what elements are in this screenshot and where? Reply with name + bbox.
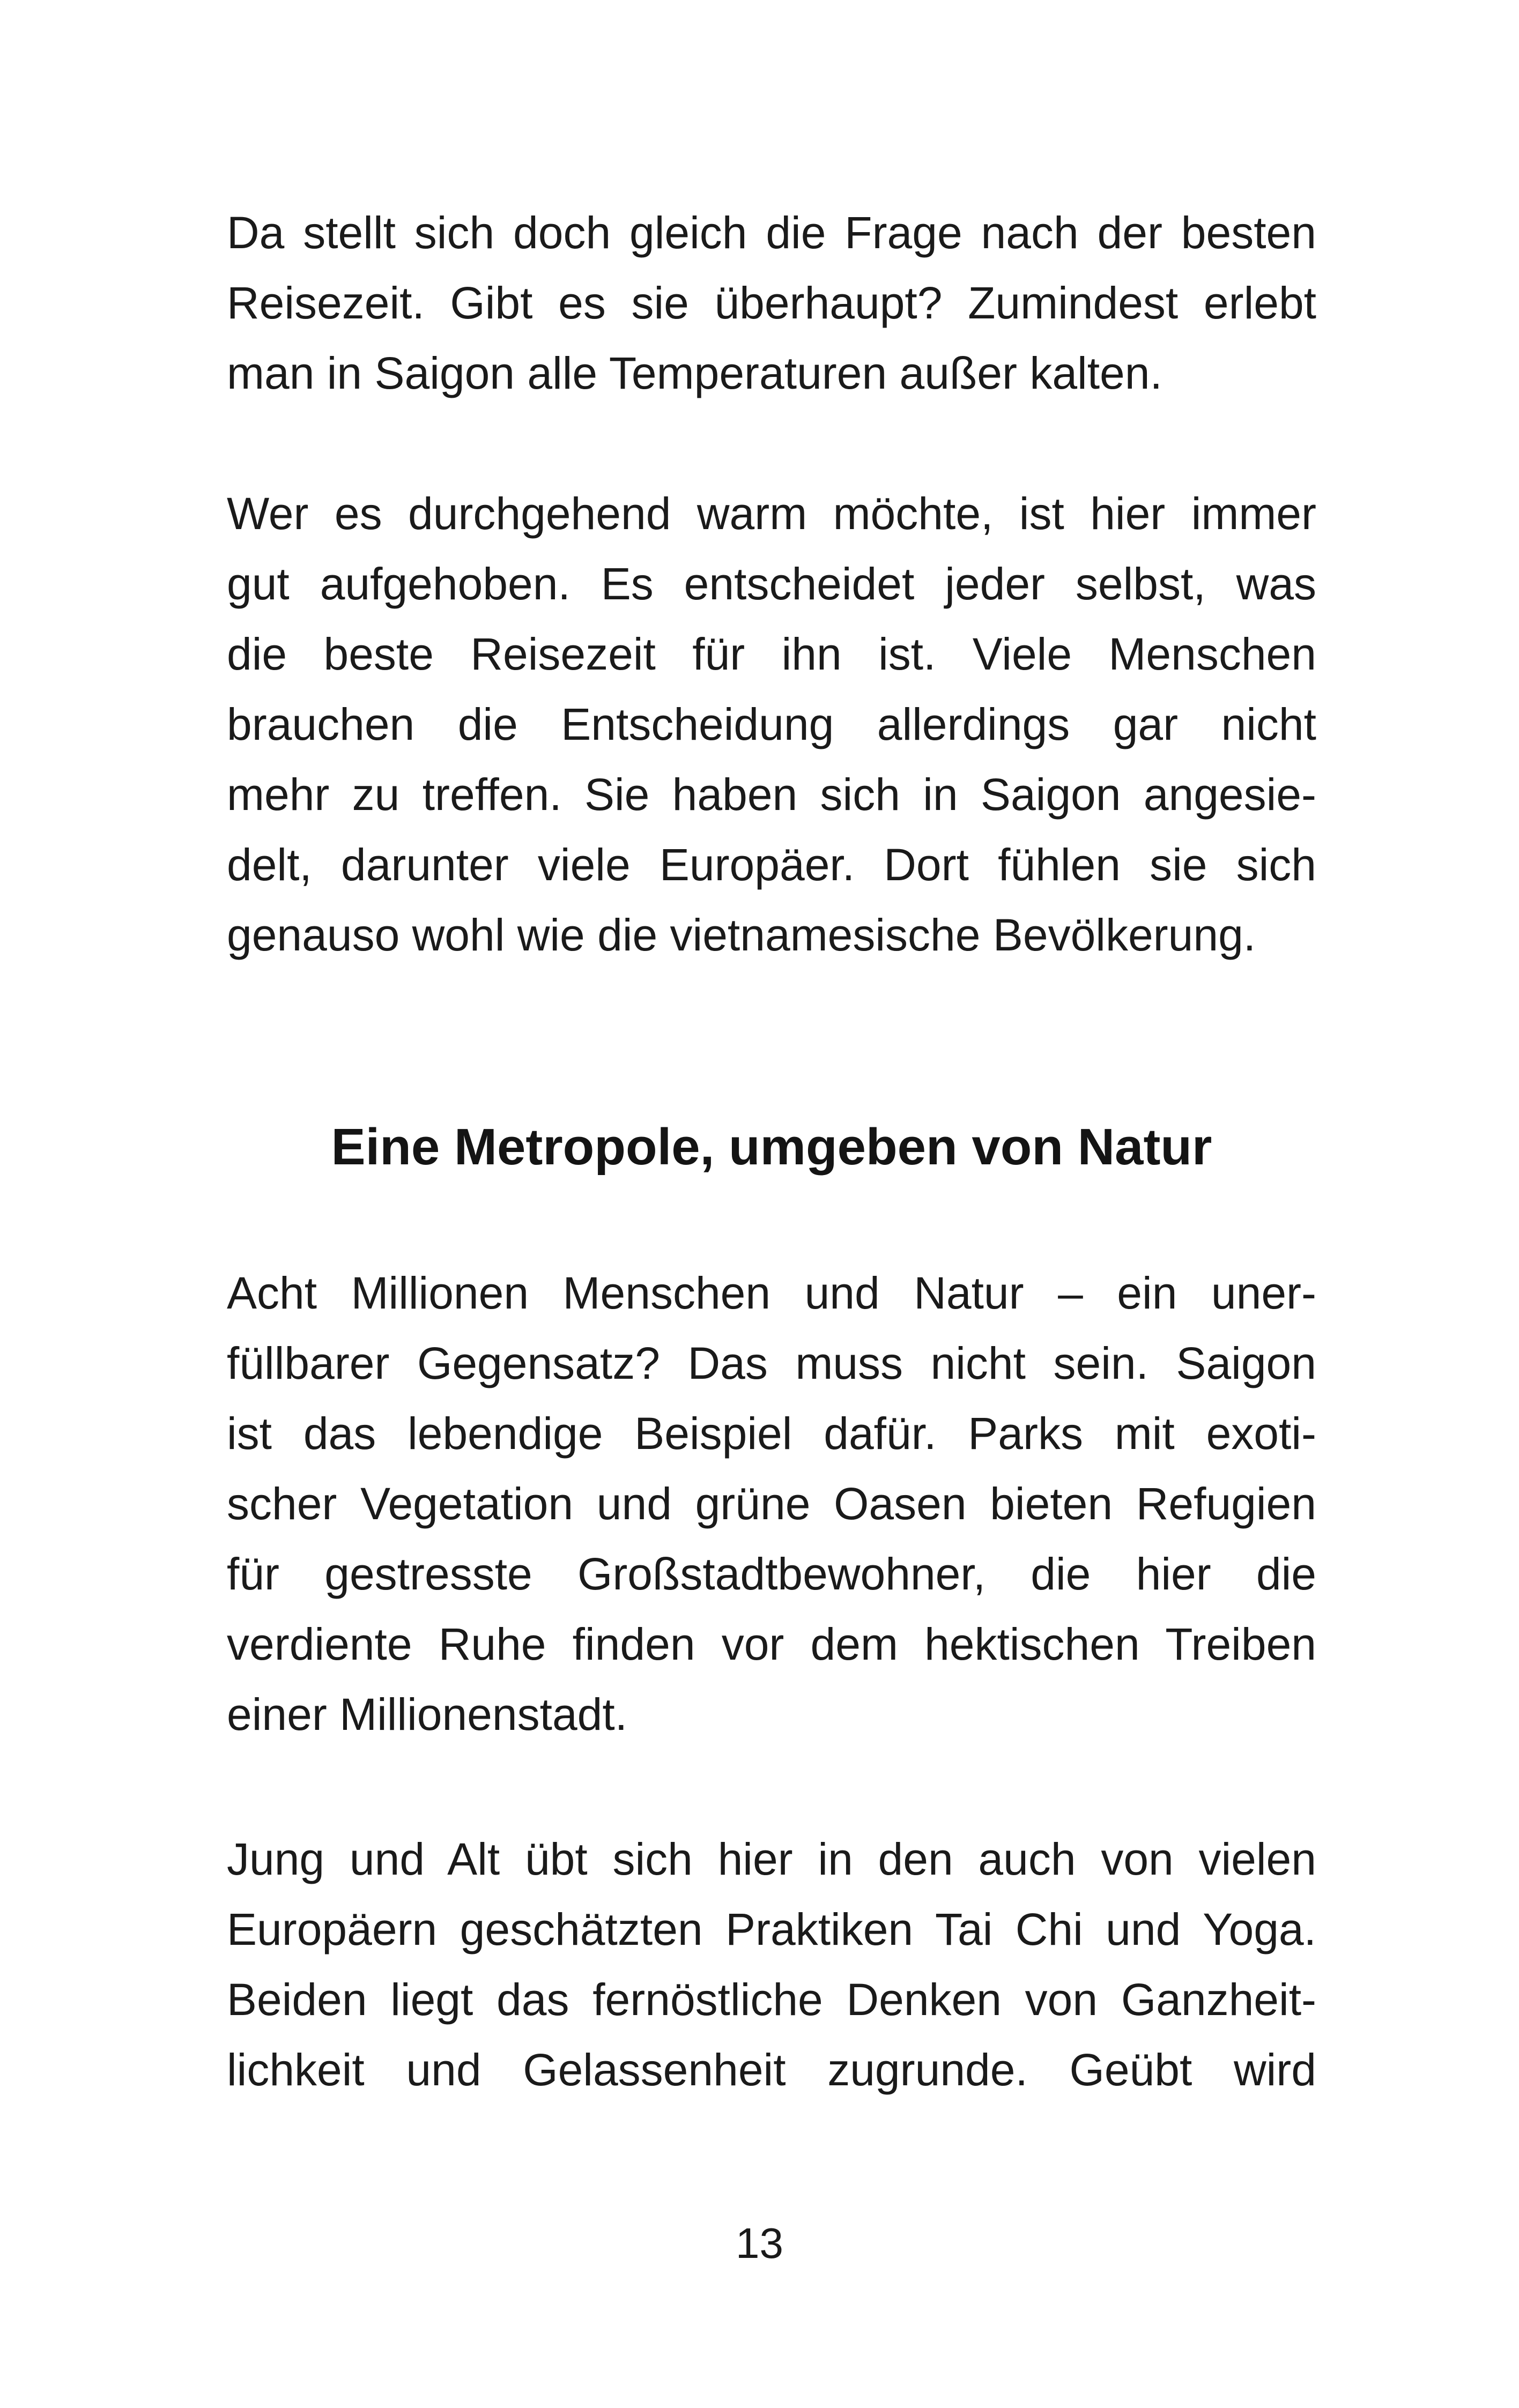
text-line: einer Millionenstadt.: [227, 1689, 628, 1740]
text-line: ist das lebendige Beispiel dafür. Parks mit exoti-: [227, 1408, 1316, 1459]
text-line: Acht Millionen Menschen und Natur – ein uner-: [227, 1268, 1316, 1318]
text-line: brauchen die Entscheidung allerdings gar nicht: [227, 699, 1316, 749]
paragraph-2: [227, 479, 1316, 970]
text-line: Europäern geschätzten Praktiken Tai Chi und Yoga.: [227, 1904, 1316, 1954]
text-line: Jung und Alt übt sich hier in den auch von vielen: [227, 1834, 1316, 1884]
text-line: scher Vegetation und grüne Oasen bieten Refugien: [227, 1478, 1316, 1529]
text-line: für gestresste Großstadtbewohner, die hier die: [227, 1549, 1316, 1599]
text-line: Wer es durchgehend warm möchte, ist hier immer: [227, 488, 1316, 539]
text-line: genauso wohl wie die vietnamesische Bevölkerung.: [227, 910, 1256, 960]
paragraph-4: [227, 1824, 1316, 2105]
text-line: mehr zu treffen. Sie haben sich in Saigon angesie-: [227, 769, 1316, 820]
section-heading: Eine Metropole, umgeben von Natur: [331, 1118, 1212, 1176]
paragraph-3: [227, 1258, 1316, 1750]
text-line: Reisezeit. Gibt es sie überhaupt? Zumindest erlebt: [227, 278, 1316, 328]
text-line: Beiden liegt das fernöstliche Denken von Ganzheit-: [227, 1974, 1316, 2025]
text-line: verdiente Ruhe finden vor dem hektischen Treiben: [227, 1619, 1316, 1669]
text-line: lichkeit und Gelassenheit zugrunde. Geübt wird: [227, 2045, 1316, 2095]
text-line: die beste Reisezeit für ihn ist. Viele Menschen: [227, 629, 1316, 679]
text-line: delt, darunter viele Europäer. Dort fühlen sie sich: [227, 839, 1316, 890]
text-line: gut aufgehoben. Es entscheidet jeder selbst, was: [227, 559, 1316, 609]
text-line: man in Saigon alle Temperaturen außer kalten.: [227, 348, 1162, 398]
paragraph-1: [227, 198, 1316, 408]
text-line: Da stellt sich doch gleich die Frage nach der besten: [227, 207, 1316, 258]
page-number: 13: [736, 2219, 783, 2267]
text-line: füllbarer Gegensatz? Das muss nicht sein. Saigon: [227, 1338, 1316, 1388]
